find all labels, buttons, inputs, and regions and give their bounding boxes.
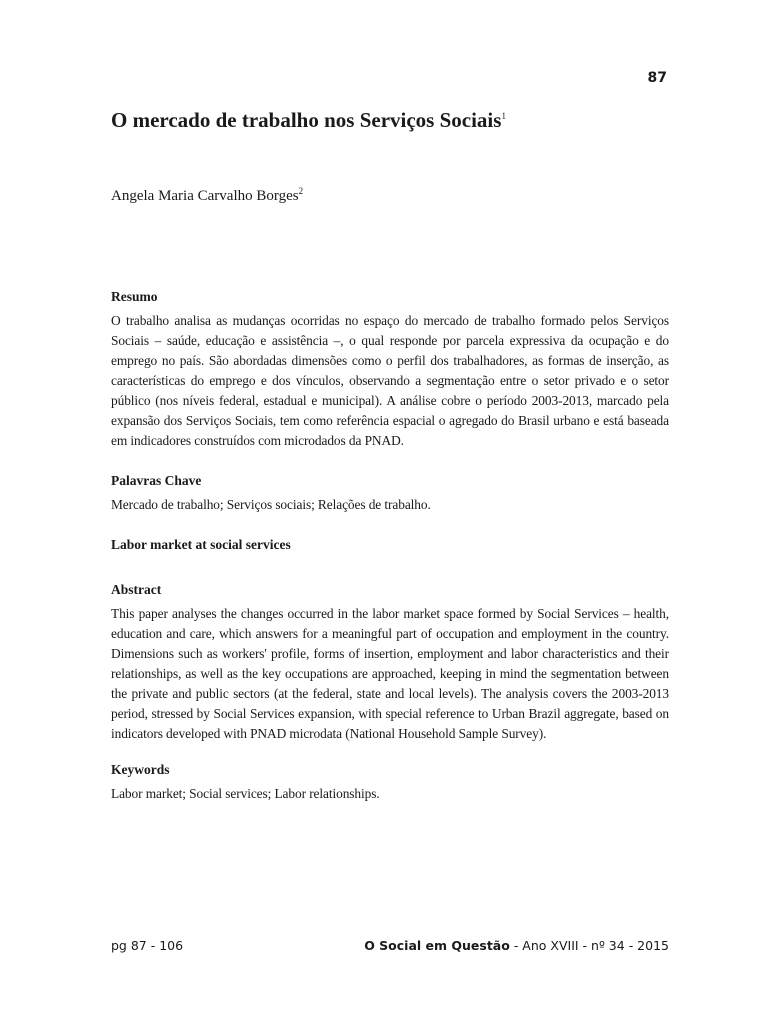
- author-footnote-marker: 2: [298, 186, 304, 196]
- keywords-heading: Keywords: [111, 761, 170, 777]
- keywords-section: [111, 762, 669, 804]
- article-front-matter: [111, 289, 669, 804]
- palavras-chave-section: [111, 473, 669, 515]
- article-title: [111, 108, 671, 133]
- resumo-text: O trabalho analisa as mudanças ocorridas no espaço do mercado de trabalho formado pelos Serviços Sociais – saúde, educação e assistência –, o qual responde por parcela expressiva da ocupação e do emprego no país. São abordadas dimensões como o perfil dos trabalhadores, as formas de inserção, as características do emprego e dos vínculos, observando a segmentação entre o setor privado e o setor público (nos níveis federal, estadual e municipal). A análise cobre o período 2003-2013, marcado pela expansão dos Serviços Sociais, tem como referência espacial o agregado do Brasil urbano e está baseada em indicadores construídos com microdados da PNAD.: [111, 313, 669, 449]
- footer-issue: - Ano XVIII - nº 34 - 2015: [509, 938, 669, 953]
- english-title: Labor market at social services: [111, 537, 291, 553]
- title-footnote-marker: 1: [501, 111, 506, 121]
- palavras-chave-text: Mercado de trabalho; Serviços sociais; Relações de trabalho.: [111, 497, 431, 513]
- footer-journal-name: O Social em Questão: [364, 938, 510, 953]
- palavras-chave-heading: Palavras Chave: [111, 473, 202, 489]
- resumo-section: [111, 289, 669, 451]
- author-name: Angela Maria Carvalho Borges: [111, 188, 299, 204]
- article-title-text: O mercado de trabalho nos Serviços Sociais: [111, 108, 502, 132]
- abstract-section: [111, 582, 669, 744]
- page-number: 87: [647, 70, 667, 86]
- resumo-heading: Resumo: [111, 289, 158, 304]
- keywords-text: Labor market; Social services; Labor relationships.: [111, 785, 380, 801]
- author-line: [111, 186, 303, 205]
- abstract-text: This paper analyses the changes occurred in the labor market space formed by Social Services – health, education and care, which answers for a meaningful part of occupation and employment in the country. Dimensions such as workers' profile, forms of insertion, employment and labor characteristics and their relationships, as well as the key occupations are approached, keeping in mind the segmentation between the private and public sectors (at the federal, state and local levels). The analysis covers the 2003-2013 period, stressed by Social Services expansion, with special reference to Urban Brazil aggregate, based on indicators developed with PNAD microdata (National Household Sample Survey).: [111, 605, 669, 741]
- footer-page-range: pg 87 - 106: [111, 938, 184, 953]
- footer-journal-info: [364, 938, 669, 953]
- abstract-heading: Abstract: [111, 581, 162, 597]
